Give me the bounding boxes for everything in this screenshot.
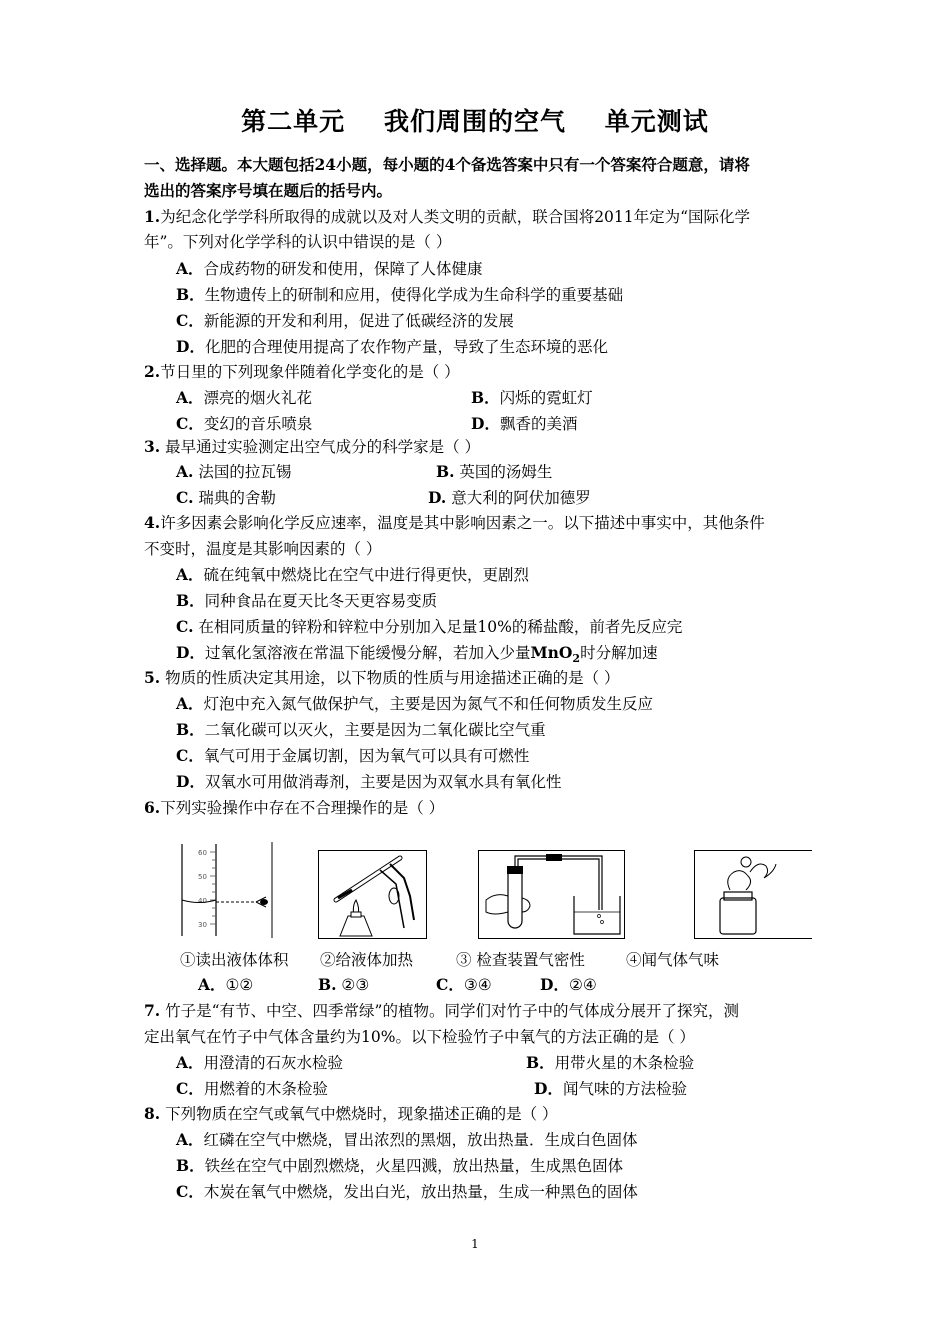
scale-tick-60: 60 xyxy=(198,849,207,857)
question-2-stem: 2.节日里的下列现象伴随着化学变化的是（ ） xyxy=(144,362,460,381)
page-number: 1 xyxy=(471,1237,479,1251)
question-7-option-a: A．用澄清的石灰水检验 xyxy=(176,1053,344,1072)
question-6-option-a: A．①② xyxy=(198,975,254,994)
question-3-option-a: A. 法国的拉瓦锡 xyxy=(176,462,292,481)
caption-read-volume: ①读出液体体积 xyxy=(180,951,289,969)
question-2-option-b: B．闪烁的霓虹灯 xyxy=(471,388,593,407)
question-3-option-d: D. 意大利的阿伏加德罗 xyxy=(428,488,591,507)
question-1-stem-line2: 年”。下列对化学学科的认识中错误的是（ ） xyxy=(144,233,452,251)
figure-heat-liquid xyxy=(318,850,428,940)
question-1-option-d: D．化肥的合理使用提高了农作物产量，导致了生态环境的恶化 xyxy=(176,337,608,356)
question-6-option-c: C．③④ xyxy=(436,975,492,994)
mno2-formula: MnO$_2$ xyxy=(530,643,581,666)
question-1-option-b: B．生物遗传上的研制和应用，使得化学成为生命科学的重要基础 xyxy=(176,285,624,304)
question-8-stem: 8. 下列物质在空气或氧气中燃烧时，现象描述正确的是（ ） xyxy=(144,1104,558,1123)
question-5-option-d: D．双氧水可用做消毒剂，主要是因为双氧水具有氧化性 xyxy=(176,772,562,791)
question-8-option-b: B．铁丝在空气中剧烈燃烧，火星四溅，放出热量，生成黑色固体 xyxy=(176,1156,624,1175)
question-6-option-d: D．②④ xyxy=(540,975,597,994)
question-7-option-b: B．用带火星的木条检验 xyxy=(526,1053,695,1072)
caption-smell-gas: ④闻气体气味 xyxy=(626,951,720,969)
figure-read-liquid-volume xyxy=(172,842,280,938)
question-7-stem-line1: 7. 竹子是“有节、中空、四季常绿”的植物。同学们对竹子中的气体成分展开了探究，测 xyxy=(144,1001,739,1020)
question-4-option-a: A．硫在纯氧中燃烧比在空气中进行得更快，更剧烈 xyxy=(176,565,530,584)
scale-tick-30: 30 xyxy=(198,921,207,929)
question-4-stem-line1: 4.许多因素会影响化学反应速率，温度是其中影响因素之一。以下描述中事实中，其他条件 xyxy=(144,513,765,532)
question-5-option-c: C．氧气可用于金属切割，因为氧气可以具有可燃性 xyxy=(176,746,530,765)
question-8-option-c: C．木炭在氧气中燃烧，发出白光，放出热量，生成一种黑色的固体 xyxy=(176,1182,638,1201)
section-instructions-line2: 选出的答案序号填在题后的括号内。 xyxy=(144,181,393,200)
question-2-option-a: A．漂亮的烟火礼花 xyxy=(176,388,313,407)
caption-heat-liquid: ②给液体加热 xyxy=(320,951,414,969)
section-instructions-line1: 一、选择题。本大题包括24小题，每小题的4个备选答案中只有一个答案符合题意，请将 xyxy=(144,155,750,174)
question-3-stem: 3. 最早通过实验测定出空气成分的科学家是（ ） xyxy=(144,437,481,456)
page-title: 第二单元 我们周围的空气 单元测试 xyxy=(241,107,709,136)
question-2-option-d: D．飘香的美酒 xyxy=(471,414,578,433)
question-6-option-b: B. ②③ xyxy=(318,975,370,994)
question-7-stem-line2: 定出氧气在竹子中气体含量约为10%。以下检验竹子中氧气的方法正确的是（ ） xyxy=(144,1028,695,1046)
question-1-option-c: C．新能源的开发和利用，促进了低碳经济的发展 xyxy=(176,311,514,330)
question-8-option-a: A．红磷在空气中燃烧，冒出浓烈的黑烟，放出热量．生成白色固体 xyxy=(176,1130,638,1149)
figure-check-airtightness xyxy=(478,850,626,940)
question-7-option-d: D．闻气味的方法检验 xyxy=(534,1079,687,1098)
question-5-option-b: B．二氧化碳可以灭火，主要是因为二氧化碳比空气重 xyxy=(176,720,546,739)
question-4-option-c: C. 在相同质量的锌粉和锌粒中分别加入足量10%的稀盐酸，前者先反应完 xyxy=(176,617,683,636)
figure-smell-gas xyxy=(694,850,812,940)
question-6-stem: 6.下列实验操作中存在不合理操作的是（ ） xyxy=(144,798,445,817)
question-7-option-c: C．用燃着的木条检验 xyxy=(176,1079,328,1098)
question-4-option-b: B．同种食品在夏天比冬天更容易变质 xyxy=(176,591,438,610)
question-4-option-d: D．过氧化氢溶液在常温下能缓慢分解，若加入少量MnO$_2$时分解加速 xyxy=(176,643,658,666)
caption-check-airtightness: ③ 检查装置气密性 xyxy=(456,951,585,969)
scale-tick-40: 40 xyxy=(198,897,207,905)
question-3-option-c: C. 瑞典的舍勒 xyxy=(176,488,276,507)
scale-tick-50: 50 xyxy=(198,873,207,881)
question-5-option-a: A．灯泡中充入氮气做保护气，主要是因为氮气不和任何物质发生反应 xyxy=(176,694,654,713)
question-2-option-c: C．变幻的音乐喷泉 xyxy=(176,414,313,433)
question-4-stem-line2: 不变时，温度是其影响因素的（ ） xyxy=(144,540,382,558)
question-1-number: 1. xyxy=(144,207,161,226)
question-1-stem-text: 为纪念化学学科所取得的成就以及对人类文明的贡献，联合国将2011年定为“国际化学 xyxy=(160,208,751,226)
question-1-option-a: A．合成药物的研发和使用，保障了人体健康 xyxy=(176,259,483,278)
question-1-stem-line1 xyxy=(144,207,750,227)
question-5-stem: 5. 物质的性质决定其用途，以下物质的性质与用途描述正确的是（ ） xyxy=(144,668,620,687)
eye-icon xyxy=(260,899,268,905)
question-3-option-b: B. 英国的汤姆生 xyxy=(436,462,553,481)
